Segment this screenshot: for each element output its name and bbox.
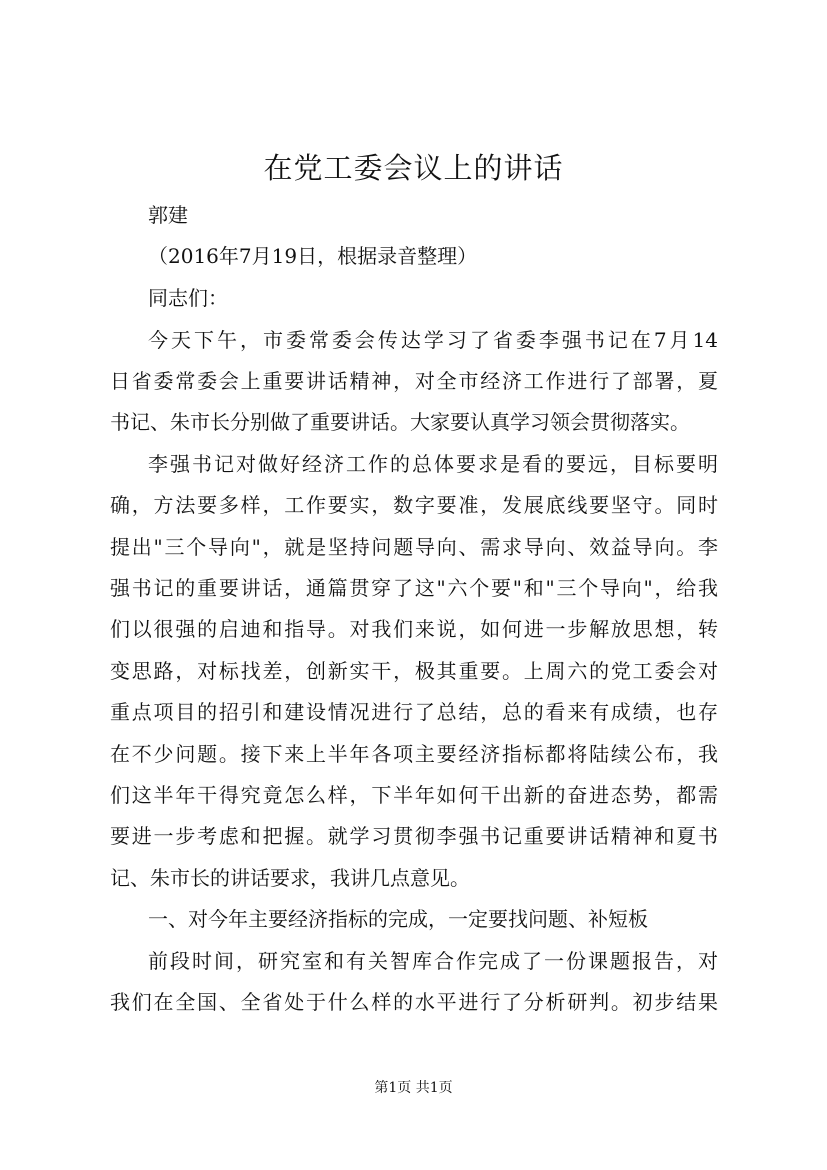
paragraph-2-line-2: 确，方法要多样，工作要实，数字要准，发展底线要坚守。同时 [110,493,718,517]
salutation: 同志们： [148,286,228,310]
paragraph-2-line-7: 重点项目的招引和建设情况进行了总结，总的看来有成绩，也存 [110,700,718,724]
paragraph-4-line-2: 我们在全国、全省处于什么样的水平进行了分析研判。初步结果 [110,990,718,1014]
paragraph-4-line-1: 前段时间，研究室和有关智库合作完成了一份课题报告，对 [148,949,718,973]
paragraph-2-line-5: 们以很强的启迪和指导。对我们来说，如何进一步解放思想，转 [110,617,718,641]
paragraph-2-line-9: 们这半年干得究竟怎么样，下半年如何干出新的奋进态势，都需 [110,783,718,807]
section-heading-1: 一、对今年主要经济指标的完成，一定要找问题、补短板 [148,907,648,931]
paragraph-2-line-8: 在不少问题。接下来上半年各项主要经济指标都将陆续公布，我 [110,742,718,766]
document-title: 在党工委会议上的讲话 [263,151,564,185]
paragraph-1-line-1: 今天下午，市委常委会传达学习了省委李强书记在7月14 [148,328,718,352]
paragraph-2-line-3: 提出"三个导向"，就是坚持问题导向、需求导向、效益导向。李 [110,535,718,559]
page-footer: 第1页 共1页 [374,1080,453,1096]
paragraph-2-line-4: 强书记的重要讲话，通篇贯穿了这"六个要"和"三个导向"，给我 [110,576,718,600]
paragraph-2-line-10: 要进一步考虑和把握。就学习贯彻李强书记重要讲话精神和夏书 [110,824,718,848]
date-note: （2016年7月19日，根据录音整理） [148,244,478,268]
paragraph-1-line-3: 书记、朱市长分别做了重要讲话。大家要认真学习领会贯彻落实。 [110,410,690,434]
paragraph-1-line-2: 日省委常委会上重要讲话精神，对全市经济工作进行了部署，夏 [110,369,718,393]
author-name: 郭建 [148,203,188,227]
paragraph-2-line-11: 记、朱市长的讲话要求，我讲几点意见。 [110,866,470,890]
paragraph-2-line-1: 李强书记对做好经济工作的总体要求是看的要远，目标要明 [148,452,718,476]
paragraph-2-line-6: 变思路，对标找差，创新实干，极其重要。上周六的党工委会对 [110,659,718,683]
